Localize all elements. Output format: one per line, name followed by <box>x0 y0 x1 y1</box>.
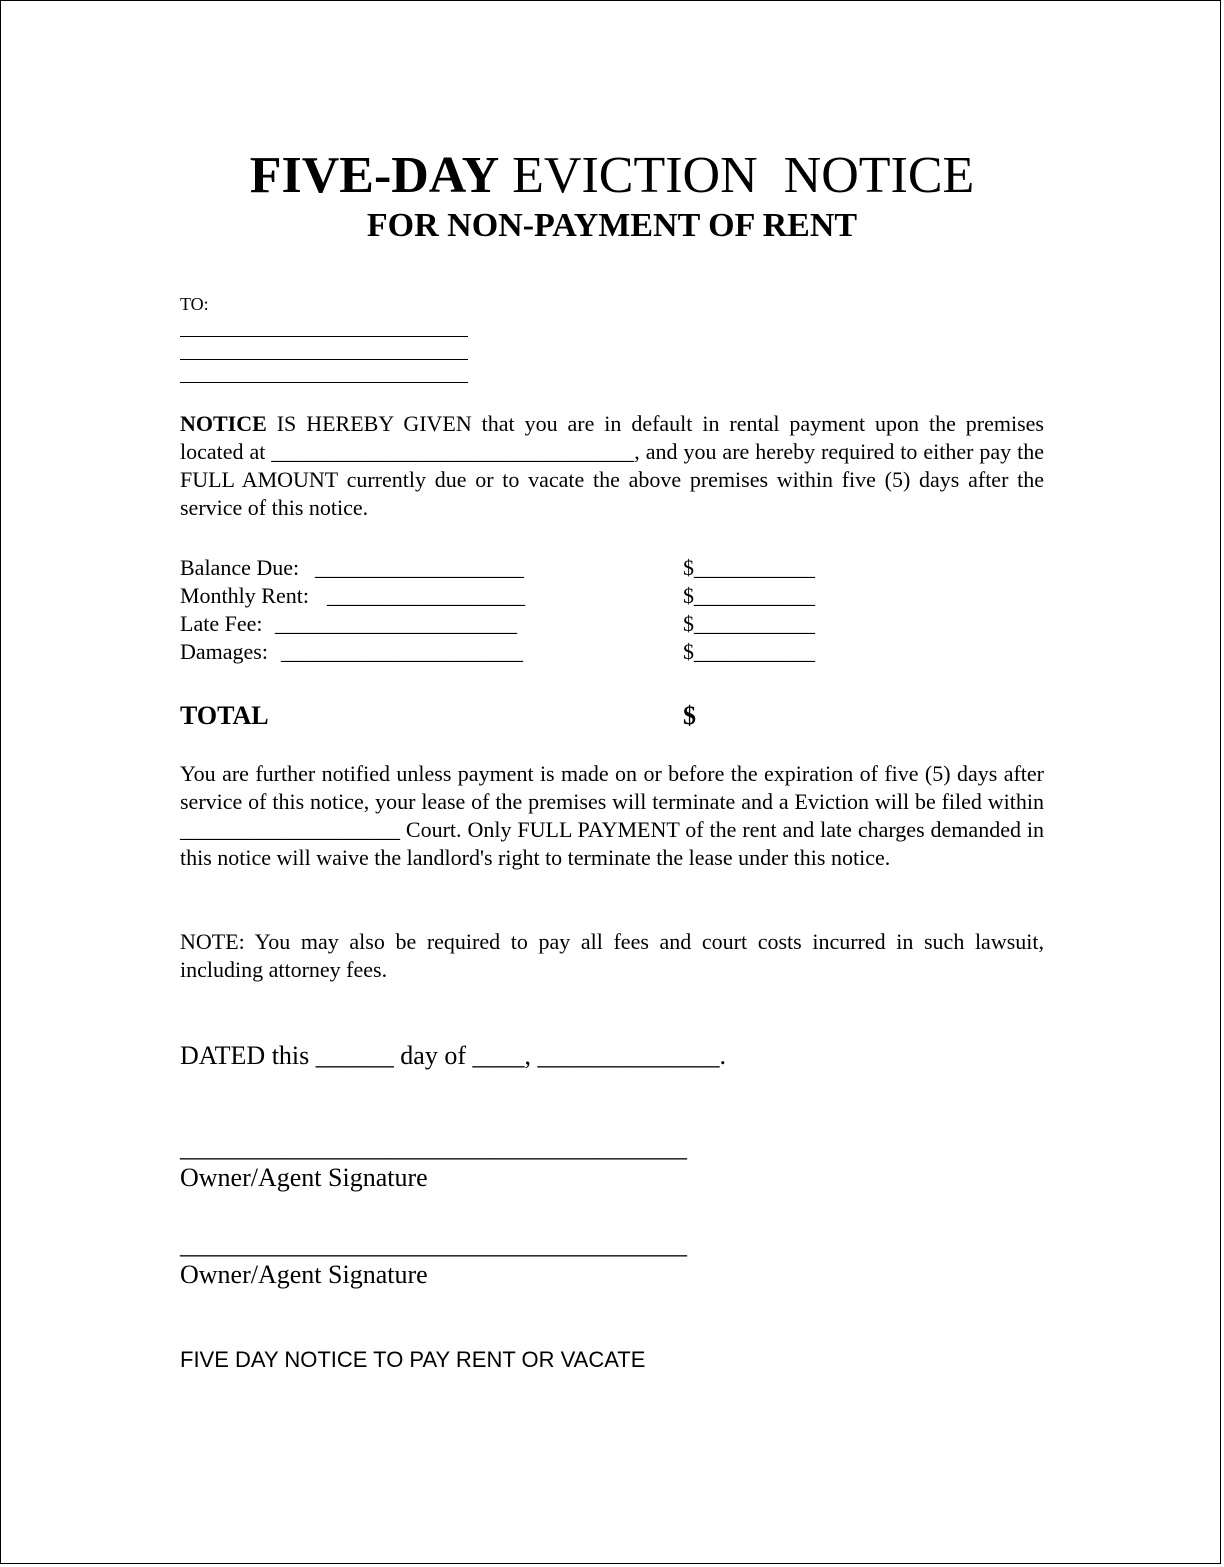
document-subtitle: FOR NON-PAYMENT OF RENT <box>366 207 858 244</box>
fee-label: Damages: <box>180 639 268 664</box>
fee-blank-field[interactable]: ______________________ <box>281 639 523 664</box>
fee-row-late-fee <box>180 610 880 638</box>
notice-body: IS HEREBY GIVEN that you are in default in rental payment upon the premises located at _________________________________, and you are hereby required to either pay the FULL AMOUNT currently due or to vacate the above premises within five (5) days after the service of this notice. <box>180 411 1044 520</box>
to-label: TO: <box>180 294 209 314</box>
fee-amount-field[interactable]: $___________ <box>683 611 815 636</box>
signature-line-1[interactable]: _______________________________________ <box>180 1133 687 1162</box>
fee-label: Late Fee: <box>180 611 263 636</box>
fee-row-damages <box>180 638 880 666</box>
signature-label-1: Owner/Agent Signature <box>180 1163 428 1192</box>
title-regular-part: EVICTION NOTICE <box>512 147 975 204</box>
further-notice-paragraph: You are further notified unless payment is made on or before the expiration of five (5) days after service of this notice, your lease of the premises will terminate and a Eviction will be filed within ____________________ Court. Only FULL PAYMENT of the rent and late charges demanded in this notice will waive the landlord's right to terminate the lease under this notice. <box>180 761 1044 870</box>
fee-blank-field[interactable]: ______________________ <box>275 611 517 636</box>
total-dollar-field[interactable]: $ <box>683 701 696 730</box>
fee-amount-field[interactable]: $___________ <box>683 555 815 580</box>
fee-blank-field[interactable]: __________________ <box>327 583 525 608</box>
dated-line[interactable]: DATED this ______ day of ____, ______________. <box>180 1041 726 1070</box>
fee-amount-field[interactable]: $___________ <box>683 639 815 664</box>
note-paragraph: NOTE: You may also be required to pay all fees and court costs incurred in such lawsuit, including attorney fees. <box>180 929 1044 982</box>
document-title <box>180 146 1044 206</box>
fee-row-monthly-rent <box>180 582 880 610</box>
notice-paragraph <box>180 410 1044 522</box>
fee-label: Monthly Rent: <box>180 583 309 608</box>
fee-label: Balance Due: <box>180 555 300 580</box>
total-row <box>180 700 880 732</box>
total-label: TOTAL <box>180 701 269 730</box>
fee-row-balance-due <box>180 554 880 582</box>
to-address-line-1[interactable] <box>180 336 468 337</box>
signature-line-2[interactable]: _______________________________________ <box>180 1230 687 1259</box>
signature-label-2: Owner/Agent Signature <box>180 1260 428 1289</box>
fee-amount-field[interactable]: $___________ <box>683 583 815 608</box>
to-address-line-2[interactable] <box>180 359 468 360</box>
to-address-line-3[interactable] <box>180 382 468 383</box>
title-bold-part: FIVE-DAY <box>249 147 500 204</box>
footer-caption: FIVE DAY NOTICE TO PAY RENT OR VACATE <box>180 1347 646 1372</box>
fee-blank-field[interactable]: ___________________ <box>315 555 524 580</box>
notice-lead: NOTICE <box>180 411 267 436</box>
